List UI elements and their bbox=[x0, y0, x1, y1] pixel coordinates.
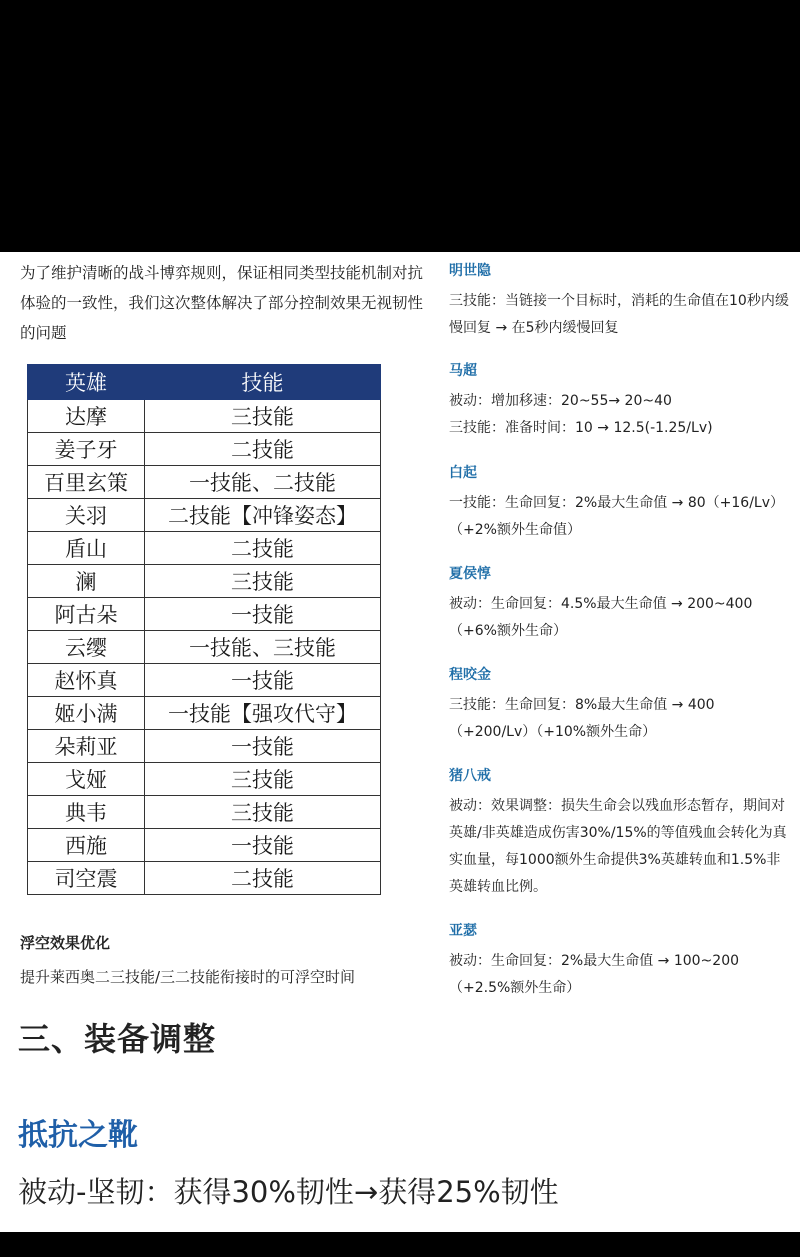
hero-name: 明世隐 bbox=[449, 263, 491, 279]
hero-desc: 被动：生命回复：2%最大生命值 → 100~200（+2.5%额外生命） bbox=[449, 953, 740, 996]
hero-block-yase bbox=[449, 920, 794, 1002]
float-section-title: 浮空效果优化 bbox=[20, 934, 111, 952]
hero-cell: 司空震 bbox=[28, 862, 145, 895]
hero-cell: 西施 bbox=[28, 829, 145, 862]
table-row bbox=[28, 763, 381, 796]
table-row bbox=[28, 532, 381, 565]
hero-name: 马超 bbox=[449, 363, 477, 379]
skill-cell: 二技能【冲锋姿态】 bbox=[145, 499, 381, 532]
table-row bbox=[28, 400, 381, 433]
table-row bbox=[28, 499, 381, 532]
skill-cell: 二技能 bbox=[145, 433, 381, 466]
hero-cell: 朵莉亚 bbox=[28, 730, 145, 763]
hero-block-chengyaojin bbox=[449, 664, 794, 746]
left-panel bbox=[0, 252, 437, 1000]
hero-name: 夏侯惇 bbox=[449, 566, 491, 582]
item-desc: 被动-坚韧：获得30%韧性→获得25%韧性 bbox=[18, 1175, 559, 1209]
hero-cell: 关羽 bbox=[28, 499, 145, 532]
hero-desc: 三技能：生命回复：8%最大生命值 → 400（+200/Lv）（+10%额外生命） bbox=[449, 697, 715, 740]
hero-cell: 典韦 bbox=[28, 796, 145, 829]
skill-cell: 一技能 bbox=[145, 598, 381, 631]
skill-cell: 一技能 bbox=[145, 664, 381, 697]
hero-skill-table bbox=[27, 364, 381, 895]
skill-cell: 三技能 bbox=[145, 763, 381, 796]
skill-cell: 二技能 bbox=[145, 532, 381, 565]
skill-cell: 二技能 bbox=[145, 862, 381, 895]
table-row bbox=[28, 565, 381, 598]
hero-cell: 赵怀真 bbox=[28, 664, 145, 697]
skill-cell: 三技能 bbox=[145, 400, 381, 433]
hero-cell: 阿古朵 bbox=[28, 598, 145, 631]
hero-block-baiqi bbox=[449, 462, 794, 544]
hero-name: 猪八戒 bbox=[449, 768, 491, 784]
hero-desc: 一技能：生命回复：2%最大生命值 → 80（+16/Lv）（+2%额外生命值） bbox=[449, 495, 785, 538]
hero-desc: 三技能：当链接一个目标时，消耗的生命值在10秒内缓慢回复 → 在5秒内缓慢回复 bbox=[449, 293, 789, 336]
hero-cell: 达摩 bbox=[28, 400, 145, 433]
skill-cell: 一技能 bbox=[145, 730, 381, 763]
hero-desc: 被动：增加移速：20~55→ 20~40 三技能：准备时间：10 → 12.5(-1.25/Lv) bbox=[449, 393, 713, 436]
hero-cell: 姜子牙 bbox=[28, 433, 145, 466]
skill-cell: 三技能 bbox=[145, 565, 381, 598]
float-section-text: 提升莱西奥二三技能/三二技能衔接时的可浮空时间 bbox=[20, 968, 356, 986]
table-row bbox=[28, 466, 381, 499]
hero-desc: 被动：生命回复：4.5%最大生命值 → 200~400（+6%额外生命） bbox=[449, 596, 753, 639]
hero-cell: 澜 bbox=[28, 565, 145, 598]
item-title: 抵抗之靴 bbox=[18, 1118, 138, 1153]
hero-name: 白起 bbox=[449, 465, 477, 481]
hero-cell: 百里玄策 bbox=[28, 466, 145, 499]
skill-cell: 一技能 bbox=[145, 829, 381, 862]
hero-cell: 盾山 bbox=[28, 532, 145, 565]
skill-cell: 一技能、二技能 bbox=[145, 466, 381, 499]
hero-name: 程咬金 bbox=[449, 667, 491, 683]
hero-cell: 云缨 bbox=[28, 631, 145, 664]
hero-cell: 姬小满 bbox=[28, 697, 145, 730]
hero-block-machao bbox=[449, 360, 794, 442]
right-panel bbox=[437, 252, 800, 1000]
skill-cell: 一技能、三技能 bbox=[145, 631, 381, 664]
skill-cell: 一技能【强攻代守】 bbox=[145, 697, 381, 730]
table-row bbox=[28, 796, 381, 829]
hero-name: 亚瑟 bbox=[449, 923, 477, 939]
table-row bbox=[28, 664, 381, 697]
equipment-section bbox=[0, 1000, 800, 1232]
table-header-skill: 技能 bbox=[145, 365, 381, 400]
table-row bbox=[28, 697, 381, 730]
table-row bbox=[28, 433, 381, 466]
hero-cell: 戈娅 bbox=[28, 763, 145, 796]
table-row bbox=[28, 829, 381, 862]
intro-text: 为了维护清晰的战斗博弈规则，保证相同类型技能机制对抗体验的一致性，我们这次整体解决了部分控制效果无视韧性的问题 bbox=[20, 264, 424, 342]
table-row bbox=[28, 631, 381, 664]
table-row bbox=[28, 862, 381, 895]
hero-desc: 被动：效果调整：损失生命会以残血形态暂存，期间对英雄/非英雄造成伤害30%/15%的等值残血会转化为真实血量，每1000额外生命提供3%英雄转血和1.5%非英雄转血比例。 bbox=[449, 798, 787, 895]
table-row bbox=[28, 598, 381, 631]
table-row bbox=[28, 730, 381, 763]
table-header-hero: 英雄 bbox=[28, 365, 145, 400]
section-title: 三、装备调整 bbox=[18, 1020, 217, 1058]
hero-block-mingshiyin bbox=[449, 260, 794, 342]
hero-block-zhubajie bbox=[449, 765, 794, 901]
skill-cell: 三技能 bbox=[145, 796, 381, 829]
hero-block-xiahoudun bbox=[449, 563, 794, 645]
